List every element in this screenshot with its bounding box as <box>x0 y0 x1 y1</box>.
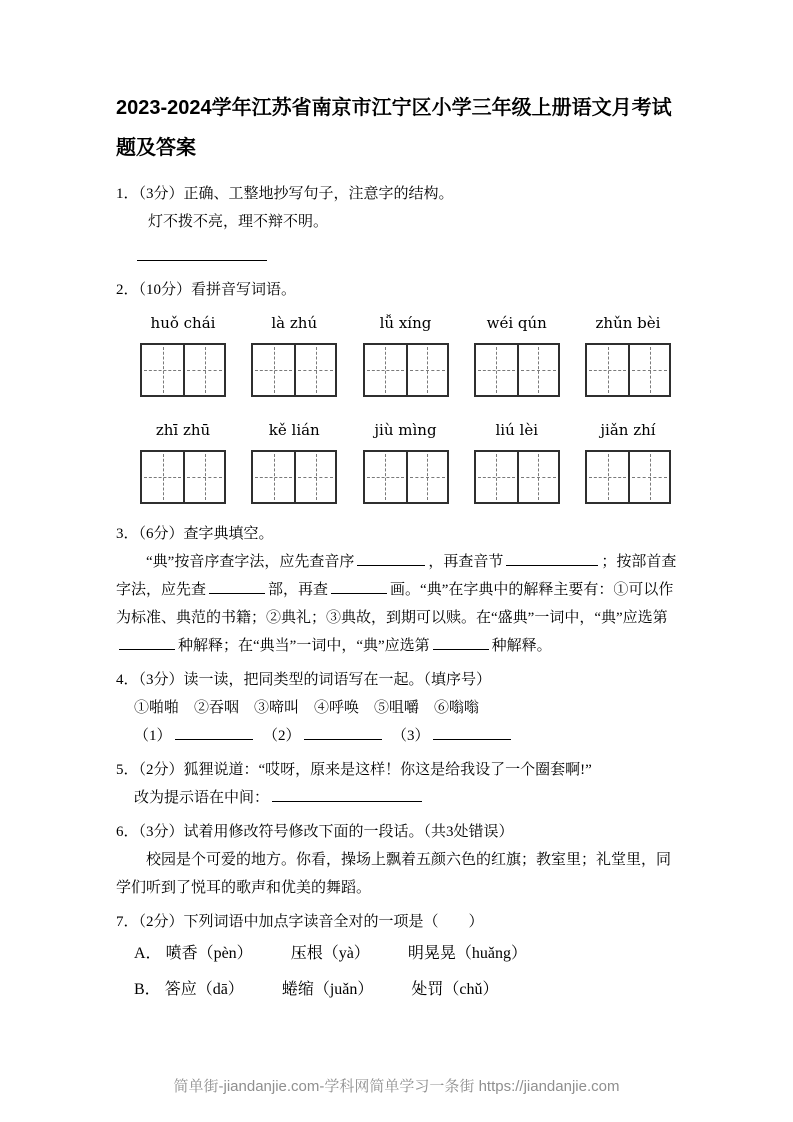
writing-grid <box>251 343 337 397</box>
pinyin-word <box>251 312 337 397</box>
answer-blank <box>433 635 489 650</box>
writing-grid <box>585 343 671 397</box>
question-1 <box>116 180 679 270</box>
dotted-char: 处 • <box>411 972 427 1008</box>
question-6-text: 校园是个可爱的地方。你看，操场上飘着五颜六色的红旗；教室里；礼堂里，同学们听到了悦耳的歌声和优美的舞蹈。 <box>116 852 672 896</box>
dotted-char: 蜷 • <box>282 972 298 1008</box>
answer-blank <box>175 725 253 740</box>
question-2-header: 2．（10分）看拼音写词语。 <box>116 282 297 298</box>
question-3-text: “典”按音序查字法，应先查音序 ，再查音节 ；按部首查字法，应先查 部，再查 画。“典”在字典中的解释主要有：①可以作为标准、典范的书籍；②典礼；③典故，到期可以赎。在“盛典”一词中，“典”应选第种解释；在“典当”一词中，“典”应选第 种解释。 <box>116 548 679 660</box>
writing-grid <box>140 450 226 504</box>
pinyin-label: liú lèi <box>495 421 538 439</box>
writing-cell <box>142 345 183 395</box>
pinyin-label: jiǎn zhí <box>600 421 656 439</box>
question-4-blanks: （1） （2） （3） <box>116 722 679 750</box>
writing-cell <box>183 345 224 395</box>
writing-cell <box>587 452 628 502</box>
dotted-char: 晃 • <box>424 936 440 972</box>
writing-cell <box>517 452 558 502</box>
writing-grid <box>363 343 449 397</box>
dotted-char: 喷 • <box>166 936 182 972</box>
pinyin-word <box>363 312 449 397</box>
option-b-items <box>165 981 537 998</box>
footer-watermark: 简单街-jiandanjie.com-学科网简单学习一条街 https://jiandanjie.com <box>173 1078 620 1095</box>
pinyin-grids <box>116 304 679 514</box>
question-5-header: 5．（2分）狐狸说道：“哎呀，原来是这样！你这是给我设了一个圈套啊!” <box>116 762 592 778</box>
answer-blank <box>209 579 265 594</box>
writing-cell <box>406 345 447 395</box>
question-7-header: 7．（2分）下列词语中加点字读音全对的一项是（ ） <box>116 914 484 930</box>
pinyin-word <box>140 312 226 397</box>
answer-blank <box>331 579 387 594</box>
question-7-option-a <box>116 936 679 972</box>
question-1-header: 1．（3分）正确、工整地抄写句子，注意字的结构。 <box>116 186 454 202</box>
writing-cell <box>406 452 447 502</box>
writing-cell <box>142 452 183 502</box>
answer-blank <box>506 551 598 566</box>
question-6 <box>116 818 679 902</box>
writing-cell <box>365 452 406 502</box>
answer-blank <box>137 245 267 261</box>
word-choice: 明晃 •晃（huǎng） <box>408 945 527 962</box>
writing-grid <box>140 343 226 397</box>
pinyin-label: huǒ chái <box>150 314 216 332</box>
pinyin-label: lǚ xíng <box>379 314 432 332</box>
pinyin-word <box>140 419 226 504</box>
pinyin-label: zhǔn bèi <box>595 314 661 332</box>
question-7-option-b <box>116 972 679 1008</box>
writing-cell <box>294 345 335 395</box>
pinyin-label: kě lián <box>268 421 320 439</box>
word-choice: 答 •应（dā） <box>165 981 244 998</box>
writing-cell <box>476 452 517 502</box>
question-4-options: ①啪啪 ②吞咽 ③啼叫 ④呼唤 ⑤咀嚼 ⑥嗡嗡 <box>134 700 480 716</box>
question-2 <box>116 276 679 514</box>
question-1-sentence: 灯不拨不亮，理不辩不明。 <box>148 214 329 230</box>
answer-blank <box>304 725 382 740</box>
writing-cell <box>587 345 628 395</box>
word-choice: 蜷 •缩（juǎn） <box>282 981 374 998</box>
word-choice: 处 •罚（chǔ） <box>411 981 498 998</box>
pinyin-label: jiù mìng <box>374 421 437 439</box>
writing-grid <box>474 450 560 504</box>
writing-grid <box>585 450 671 504</box>
answer-blank <box>119 635 175 650</box>
question-3 <box>116 520 679 660</box>
question-3-header: 3．（6分）查字典填空。 <box>116 526 274 542</box>
answer-blank <box>357 551 425 566</box>
answer-blank <box>272 787 422 802</box>
pinyin-grid-row <box>140 312 671 397</box>
question-4 <box>116 666 679 750</box>
pinyin-word <box>251 419 337 504</box>
word-choice: 喷 •香（pèn） <box>166 945 253 962</box>
writing-grid <box>251 450 337 504</box>
word-choice: 压 •根（yà） <box>291 945 370 962</box>
writing-grid <box>474 343 560 397</box>
pinyin-word <box>363 419 449 504</box>
option-b-label: B． <box>134 981 161 998</box>
answer-blank <box>433 725 511 740</box>
pinyin-word <box>585 419 671 504</box>
question-5-answer-line: 改为提示语在中间： <box>116 784 679 812</box>
question-1-answer-line <box>134 244 679 270</box>
writing-cell <box>476 345 517 395</box>
question-7 <box>116 908 679 1008</box>
writing-cell <box>517 345 558 395</box>
writing-cell <box>628 452 669 502</box>
pinyin-label: zhī zhū <box>155 421 211 439</box>
pinyin-label: wéi qún <box>486 314 547 332</box>
question-6-header: 6．（3分）试着用修改符号修改下面的一段话。（共3处错误） <box>116 824 514 840</box>
writing-cell <box>294 452 335 502</box>
writing-cell <box>183 452 224 502</box>
question-4-header: 4．（3分）读一读，把同类型的词语写在一起。（填序号） <box>116 672 492 688</box>
writing-cell <box>253 345 294 395</box>
pinyin-word <box>474 312 560 397</box>
writing-grid <box>363 450 449 504</box>
dotted-char: 压 • <box>291 936 307 972</box>
writing-cell <box>253 452 294 502</box>
pinyin-grid-row <box>140 419 671 504</box>
writing-cell <box>628 345 669 395</box>
page-title: 2023-2024学年江苏省南京市江宁区小学三年级上册语文月考试题及答案 <box>116 97 672 159</box>
question-5 <box>116 756 679 812</box>
option-a-items <box>166 945 565 962</box>
pinyin-word <box>585 312 671 397</box>
writing-cell <box>365 345 406 395</box>
option-a-label: A． <box>134 945 162 962</box>
pinyin-label: là zhú <box>271 314 318 332</box>
pinyin-word <box>474 419 560 504</box>
dotted-char: 答 • <box>165 972 181 1008</box>
